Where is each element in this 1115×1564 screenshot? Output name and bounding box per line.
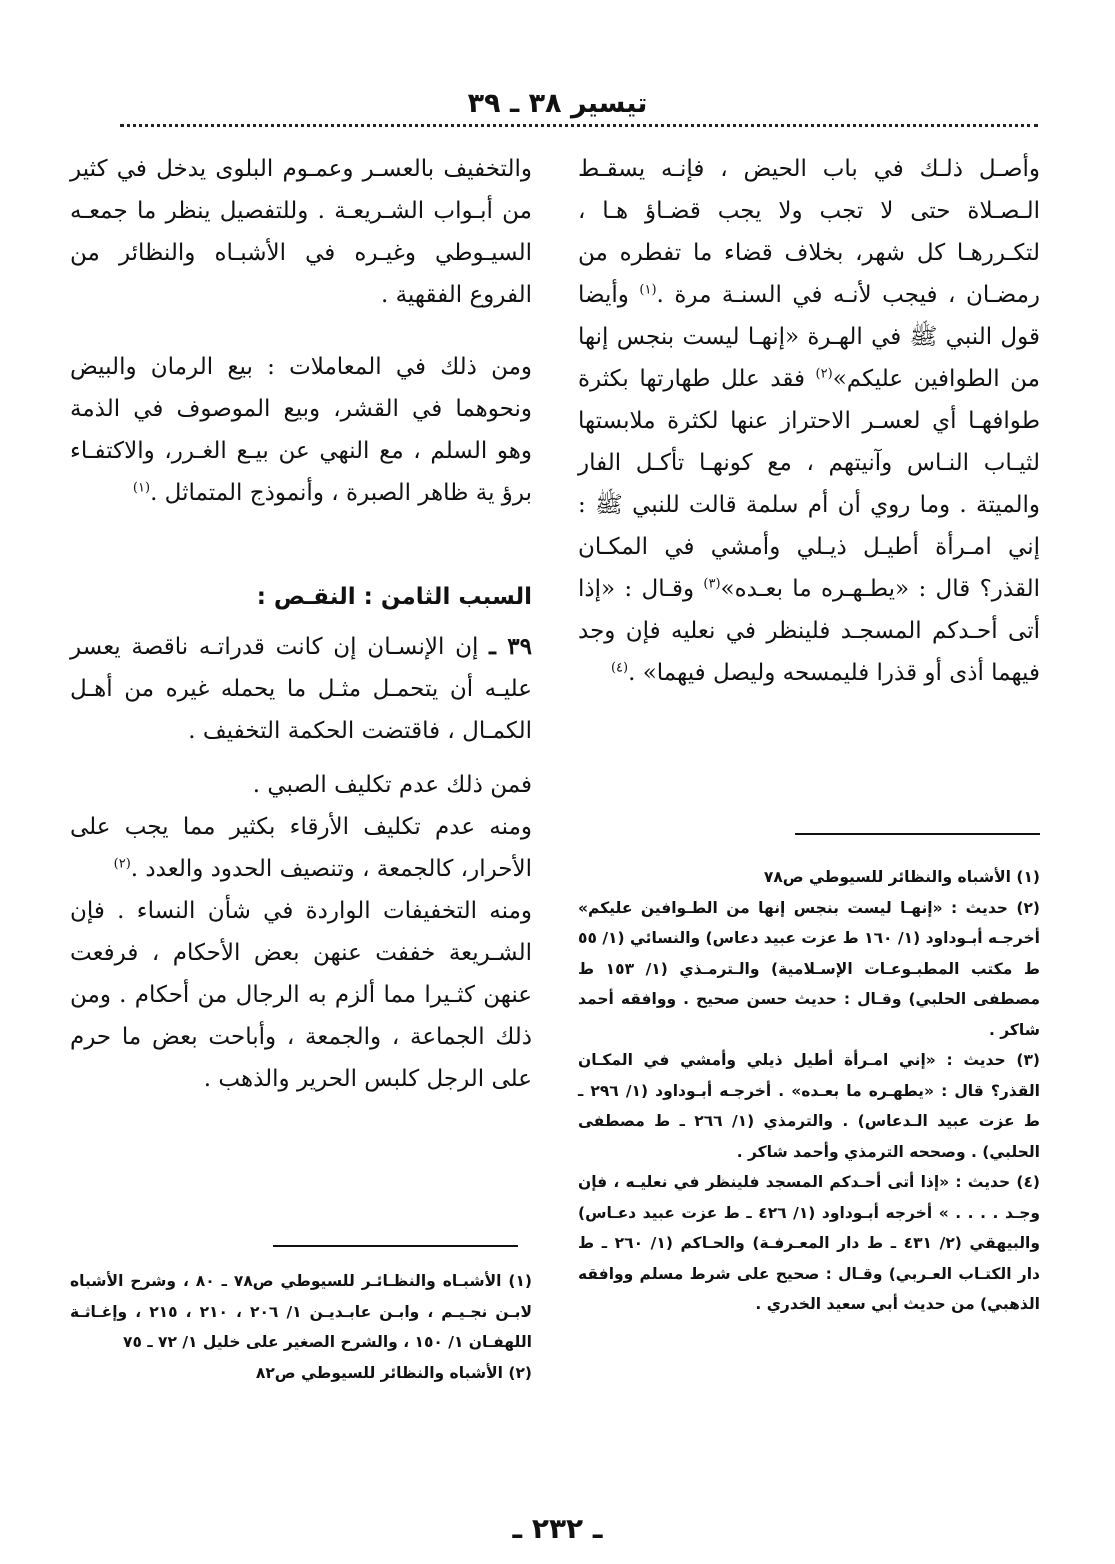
left-paragraph-4: فمن ذلك عدم تكليف الصبي . xyxy=(252,772,532,798)
left-text-5: ومنه عدم تكليف الأرقاء بكثير مما يجب على الأحرار، كالجمعة ، وتنصيف الحدود والعدد . xyxy=(70,814,532,882)
left-paragraph-6: ومنه التخفيفات الواردة في شأن النساء . فإن الشـريعة خففت عنهن بعض الأحكام ، فرفعت عنهن كثـيرا مما ألزم به الرجال من أحكام . ومن ذلك الجماعة ، والجمعة ، وأباحت بعض ما حرم على الرجل كلبس الحرير والذهب . xyxy=(70,898,532,1092)
footnote-left-1: (١) الأشبـاه والنظـائـر للسيوطي ص٧٨ ـ ٨٠ ، وشرح الأشباه لابـن نجـيـم ، وابـن عابـديـن ١/ ٢٠٦ ، ٢١٠ ، ٢١٥ ، وإغـاثـة اللهفـان ١/ ١٥٠ ، والشرح الصغير على خليل ١/ ٧٢ ـ ٧٥ xyxy=(70,1272,533,1351)
running-head: تيسير ٣٨ ـ ٣٩ xyxy=(467,88,648,119)
left-text-2: ومن ذلك في المعاملات : بيع الرمان والبيض ونحوهما في القشر، وبيع الموصوف في الذمة وهو السلم ، مع النهي عن بيـع الغـرر، والاكتفـاء برؤ ية ظاهر الصبرة ، وأنموذج المتماثل . xyxy=(70,354,532,506)
right-text-3: فقد علل طهارتها بكثرة طوافهـا أي لعسـر الاحتراز عنها لكثرة ملابستها لثيـاب النـاس وآنيتهم ، مع كونهـا تأكـل الفار والميتة . وما روي أن أم سلمة قالت للنبي ﷺ : إني امـرأة أطيـل ذيـلي وأمشي في المكـان القذر؟ قال : «يطـهـره ما بعـده» xyxy=(578,366,1040,602)
right-text-2: وأيضا قول النبي ﷺ في الهـرة «إنهـا ليست بنجس إنها من الطوافين عليكم» xyxy=(578,282,1040,392)
section-heading-term: النقـص : xyxy=(256,584,356,610)
section-heading-label: السبب الثامن : xyxy=(363,584,532,610)
left-text-3: إن الإنسـان إن كانت قدراتـه ناقصة يعسر عليـه أن يتحمـل مثـل ما يحمله غيره من أهـل الكمـال ، فاقتضت الحكمة التخفيف . xyxy=(70,634,532,744)
right-paragraph xyxy=(578,148,1040,694)
section-heading xyxy=(70,576,532,618)
footnote-ref-4: (٤) xyxy=(610,660,629,676)
footnote-right-4: (٤) حديث : «إذا أتى أحـدكم المسجد فلينظر في نعليـه ، فإن وجـد . . . . » أخرجه أبـوداود (١/ ٤٢٦ ـ ط عزت عبيد دعـاس) والبيهقي (٢/ ٤٣١ ـ ط دار المعـرفـة) والحـاكم (١/ ٢٦٠ ـ ط دار الكتـاب العـربي) وقـال : صحيح على شرط مسلم ووافقه الذهبي) من حديث أبي سعيد الخدري . xyxy=(578,1173,1041,1313)
header-dotted-rule xyxy=(120,124,1038,127)
footnote-rule-left xyxy=(273,1245,518,1247)
footnote-rule-right xyxy=(795,833,1040,835)
footnotes-left xyxy=(70,1266,532,1388)
left-paragraph-1: والتخفيف بالعسـر وعمـوم البلوى يدخل في كثير من أبـواب الشـريعـة . وللتفصيل ينظر ما جمعـه السيـوطي وغيـره في الأشبـاه والنظائر من الفروع الفقهية . xyxy=(70,156,532,308)
footnote-right-3: (٣) حديث : «إني امـرأة أطيل ذيلي وأمشي في المكـان القذر؟ قال : «يطهـره ما بعـده» . أخرجـه أبـوداود (١/ ٢٩٦ ـ ط عزت عبيد الـدعاس) . والترمذي (١/ ٢٦٦ ـ ط مصطفى الحلبي) . وصححه الترمذي وأحمد شاكر . xyxy=(578,1051,1040,1161)
right-text-1: وأصـل ذلـك في باب الحيض ، فإنـه يسقـط الـصـلاة حتى لا تجب ولا يجب قضـاؤ هـا ، لتكـررهـا كل شهر، بخلاف قضاء ما تفطره من رمضـان ، فيجب لأنـه في السنـة مرة . xyxy=(578,156,1040,308)
left-column xyxy=(70,148,532,1100)
footnote-ref-2: (٢) xyxy=(815,366,833,382)
footnote-ref-1: (١) xyxy=(639,282,657,298)
right-column xyxy=(578,148,1040,694)
footnote-ref-3: (٣) xyxy=(703,576,721,592)
footnote-ref-left-2: (٢) xyxy=(113,856,131,872)
footnotes-right xyxy=(578,862,1040,1320)
page-number: ـ ٢٣٢ ـ xyxy=(512,1512,603,1545)
footnote-left-2: (٢) الأشباه والنظائر للسيوطي ص٨٢ xyxy=(255,1363,532,1382)
footnote-ref-left-1: (١) xyxy=(132,480,151,496)
left-paragraph-3 xyxy=(70,626,532,752)
left-paragraph-2 xyxy=(70,346,532,514)
left-paragraph-5 xyxy=(70,806,532,890)
right-text-4: وقـال : «إذا أتى أحـدكم المسجـد فلينظر في نعليه فإن وجد فيهما أذى أو قذرا فليمسحه وليصل فيهما» . xyxy=(578,576,1040,686)
item-number: ٣٩ ـ xyxy=(489,633,532,660)
footnote-right-2: (٢) حديث : «إنهـا ليست بنجس إنها من الطـوافين عليكم» أخرجـه أبـوداود (١/ ١٦٠ ط عزت عبيد دعاس) والنسائي (١/ ٥٥ ط مكتب المطبـوعـات الإسـلامية) والـترمـذي (١/ ١٥٣ ط مصطفى الحلبي) وقـال : حديث حسن صحيح . ووافقه أحمد شاكر . xyxy=(578,898,1041,1039)
footnote-right-1: (١) الأشباه والنظائر للسيوطي ص٧٨ xyxy=(763,868,1040,886)
